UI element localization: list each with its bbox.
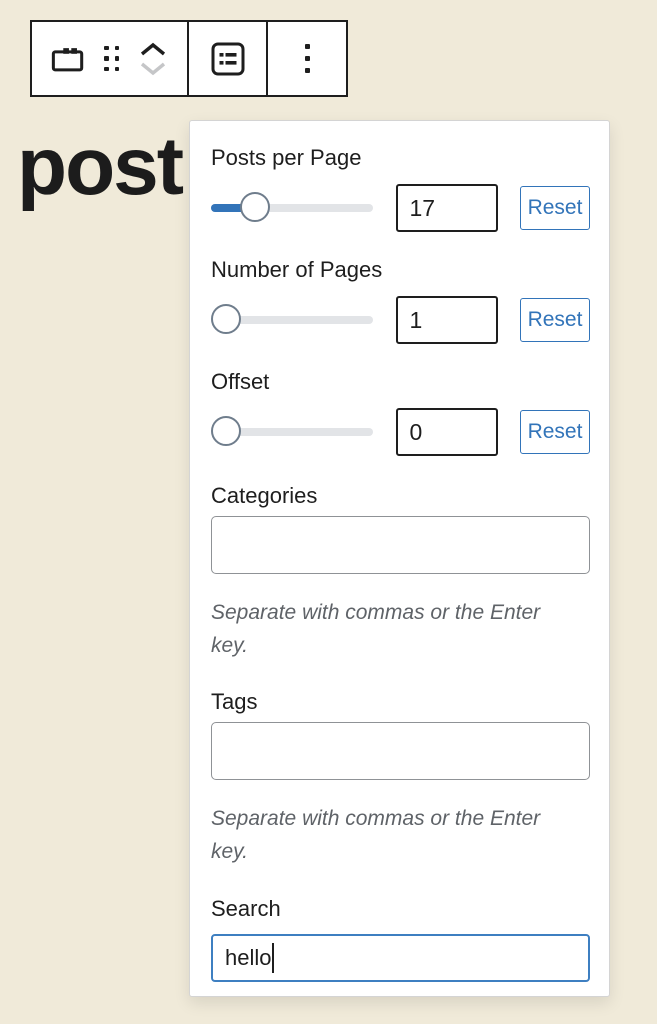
offset-row	[211, 408, 590, 456]
block-toolbar	[30, 20, 348, 97]
categories-label: Categories	[211, 483, 318, 508]
categories-help-text	[211, 596, 590, 662]
display-settings-button[interactable]	[211, 42, 245, 76]
chevron-up-icon	[138, 42, 168, 57]
offset-reset-button[interactable]: Reset	[520, 410, 590, 454]
help-line: key.	[211, 634, 248, 657]
offset-label: Offset	[211, 369, 270, 394]
options-kebab-icon	[305, 44, 310, 73]
slider-thumb[interactable]	[240, 192, 270, 222]
display-settings-icon	[211, 42, 245, 76]
toolbar-section-main	[32, 22, 189, 95]
toolbar-section-settings	[189, 22, 268, 95]
tags-help-text	[211, 802, 590, 868]
search-label: Search	[211, 896, 281, 921]
number-of-pages-reset-button[interactable]: Reset	[520, 298, 590, 342]
number-of-pages-row	[211, 296, 590, 344]
tags-input[interactable]	[211, 722, 590, 780]
block-default-icon	[51, 43, 85, 75]
slider-thumb[interactable]	[211, 416, 241, 446]
posts-per-page-slider[interactable]	[211, 184, 373, 232]
display-settings-popover	[189, 120, 610, 997]
move-up-button[interactable]	[138, 42, 168, 57]
text-cursor	[272, 943, 274, 973]
post-title: post	[17, 121, 183, 212]
offset-input[interactable]	[396, 408, 498, 456]
block-type-button[interactable]	[51, 43, 85, 75]
tags-label: Tags	[211, 689, 258, 714]
toolbar-section-more	[268, 22, 346, 95]
number-of-pages-slider[interactable]	[211, 296, 373, 344]
help-line: key.	[211, 840, 248, 863]
categories-input[interactable]	[211, 516, 590, 574]
slider-thumb[interactable]	[211, 304, 241, 334]
offset-slider[interactable]	[211, 408, 373, 456]
posts-per-page-reset-button[interactable]: Reset	[520, 186, 590, 230]
posts-per-page-row	[211, 184, 590, 232]
drag-handle[interactable]	[104, 46, 119, 72]
chevron-down-icon	[138, 61, 168, 76]
help-line: Separate with commas or the Enter	[211, 807, 541, 830]
options-button[interactable]	[305, 44, 310, 73]
number-of-pages-label: Number of Pages	[211, 257, 383, 282]
help-line: Separate with commas or the Enter	[211, 601, 541, 624]
drag-handle-icon	[104, 46, 119, 72]
search-input-value: hello	[225, 945, 272, 970]
posts-per-page-input[interactable]	[396, 184, 498, 232]
block-mover	[138, 42, 168, 76]
number-of-pages-input[interactable]	[396, 296, 498, 344]
search-input[interactable]	[211, 934, 590, 982]
posts-per-page-label: Posts per Page	[211, 145, 362, 170]
move-down-button[interactable]	[138, 61, 168, 76]
